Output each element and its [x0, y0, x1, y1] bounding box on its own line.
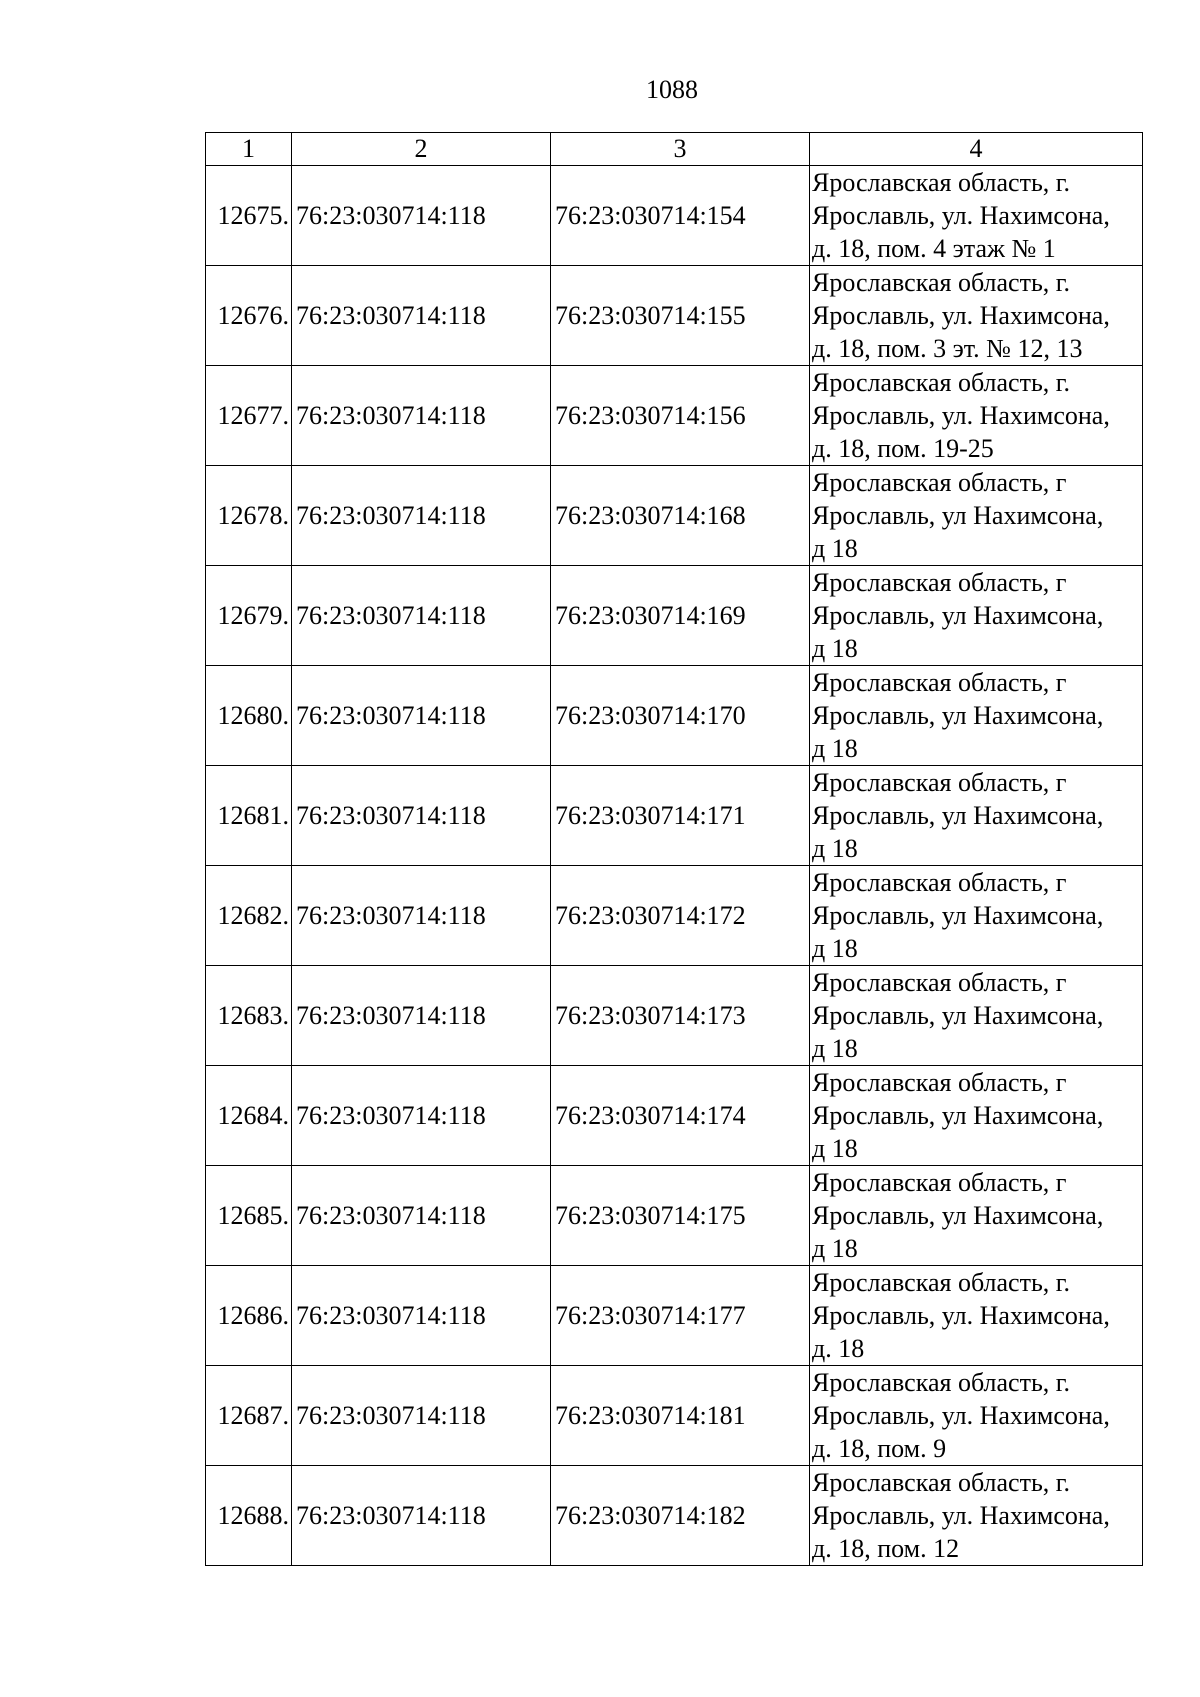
object-cadastral-number-cell: 76:23:030714:181 [551, 1366, 810, 1466]
table-row [206, 1266, 1143, 1366]
address-line: Ярославль, ул. Нахимсона, [812, 201, 1110, 230]
parent-cadastral-number-cell: 76:23:030714:118 [292, 566, 551, 666]
table-row [206, 366, 1143, 466]
address-cell [810, 266, 1143, 366]
address-line: Ярославская область, г [812, 768, 1067, 797]
object-cadastral-number-cell: 76:23:030714:155 [551, 266, 810, 366]
address-line: Ярославская область, г. [812, 368, 1071, 397]
address-line: д 18 [812, 534, 858, 563]
parent-cadastral-number-cell: 76:23:030714:118 [292, 866, 551, 966]
table-row [206, 566, 1143, 666]
row-number-cell: 12683. [206, 966, 292, 1066]
row-number-cell: 12676. [206, 266, 292, 366]
address-line: Ярославль, ул. Нахимсона, [812, 1401, 1110, 1430]
parent-cadastral-number-cell: 76:23:030714:118 [292, 366, 551, 466]
address-line: Ярославская область, г [812, 1068, 1067, 1097]
parent-cadastral-number-cell: 76:23:030714:118 [292, 1266, 551, 1366]
column-header-3: 3 [551, 133, 810, 166]
row-number-cell: 12677. [206, 366, 292, 466]
object-cadastral-number-cell: 76:23:030714:182 [551, 1466, 810, 1566]
address-line: д 18 [812, 934, 858, 963]
address-line: Ярославль, ул Нахимсона, [812, 501, 1104, 530]
address-cell [810, 1266, 1143, 1366]
table-row [206, 1166, 1143, 1266]
address-line: Ярославская область, г. [812, 1368, 1071, 1397]
row-number-cell: 12680. [206, 666, 292, 766]
address-cell [810, 366, 1143, 466]
address-cell [810, 766, 1143, 866]
header-row [206, 133, 1143, 166]
table-body [206, 133, 1143, 1566]
address-cell [810, 1066, 1143, 1166]
parent-cadastral-number-cell: 76:23:030714:118 [292, 266, 551, 366]
table-row [206, 666, 1143, 766]
parent-cadastral-number-cell: 76:23:030714:118 [292, 166, 551, 266]
table-row [206, 166, 1143, 266]
address-line: Ярославль, ул. Нахимсона, [812, 301, 1110, 330]
address-line: Ярославль, ул Нахимсона, [812, 901, 1104, 930]
address-line: д 18 [812, 1134, 858, 1163]
address-line: Ярославская область, г [812, 568, 1067, 597]
parent-cadastral-number-cell: 76:23:030714:118 [292, 966, 551, 1066]
address-line: Ярославль, ул Нахимсона, [812, 701, 1104, 730]
address-line: Ярославль, ул Нахимсона, [812, 1001, 1104, 1030]
table-row [206, 1466, 1143, 1566]
row-number-cell: 12687. [206, 1366, 292, 1466]
address-cell [810, 1166, 1143, 1266]
address-line: д 18 [812, 734, 858, 763]
address-line: Ярославская область, г [812, 1168, 1067, 1197]
address-line: д. 18, пом. 4 этаж № 1 [812, 234, 1056, 263]
address-line: Ярославская область, г [812, 968, 1067, 997]
address-cell [810, 666, 1143, 766]
address-line: Ярославль, ул Нахимсона, [812, 801, 1104, 830]
table-row [206, 1366, 1143, 1466]
table-row [206, 866, 1143, 966]
parent-cadastral-number-cell: 76:23:030714:118 [292, 1066, 551, 1166]
object-cadastral-number-cell: 76:23:030714:171 [551, 766, 810, 866]
table-row [206, 266, 1143, 366]
table-row [206, 966, 1143, 1066]
address-cell [810, 566, 1143, 666]
address-line: д. 18, пом. 19-25 [812, 434, 994, 463]
table-row [206, 1066, 1143, 1166]
address-line: Ярославская область, г. [812, 1268, 1071, 1297]
object-cadastral-number-cell: 76:23:030714:154 [551, 166, 810, 266]
object-cadastral-number-cell: 76:23:030714:169 [551, 566, 810, 666]
column-header-2: 2 [292, 133, 551, 166]
address-cell [810, 866, 1143, 966]
address-line: Ярославль, ул. Нахимсона, [812, 1301, 1110, 1330]
parent-cadastral-number-cell: 76:23:030714:118 [292, 666, 551, 766]
object-cadastral-number-cell: 76:23:030714:175 [551, 1166, 810, 1266]
address-cell [810, 966, 1143, 1066]
address-line: Ярославская область, г. [812, 268, 1071, 297]
register-table [205, 132, 1143, 1566]
address-line: д 18 [812, 1234, 858, 1263]
address-line: Ярославль, ул Нахимсона, [812, 1101, 1104, 1130]
row-number-cell: 12678. [206, 466, 292, 566]
address-line: Ярославская область, г [812, 668, 1067, 697]
row-number-cell: 12685. [206, 1166, 292, 1266]
address-line: д. 18, пом. 3 эт. № 12, 13 [812, 334, 1083, 363]
table-row [206, 466, 1143, 566]
row-number-cell: 12684. [206, 1066, 292, 1166]
object-cadastral-number-cell: 76:23:030714:173 [551, 966, 810, 1066]
address-line: д 18 [812, 634, 858, 663]
parent-cadastral-number-cell: 76:23:030714:118 [292, 1166, 551, 1266]
table-row [206, 766, 1143, 866]
address-line: Ярославль, ул Нахимсона, [812, 601, 1104, 630]
row-number-cell: 12675. [206, 166, 292, 266]
parent-cadastral-number-cell: 76:23:030714:118 [292, 766, 551, 866]
parent-cadastral-number-cell: 76:23:030714:118 [292, 1466, 551, 1566]
address-cell [810, 1466, 1143, 1566]
address-line: Ярославская область, г [812, 868, 1067, 897]
address-line: д. 18, пом. 9 [812, 1434, 947, 1463]
address-line: д. 18, пом. 12 [812, 1534, 960, 1563]
address-line: д 18 [812, 1034, 858, 1063]
address-line: Ярославль, ул. Нахимсона, [812, 1501, 1110, 1530]
parent-cadastral-number-cell: 76:23:030714:118 [292, 1366, 551, 1466]
column-header-1: 1 [206, 133, 292, 166]
row-number-cell: 12682. [206, 866, 292, 966]
column-header-4: 4 [810, 133, 1143, 166]
address-line: Ярославская область, г. [812, 168, 1071, 197]
address-line: Ярославская область, г. [812, 1468, 1071, 1497]
address-cell [810, 466, 1143, 566]
object-cadastral-number-cell: 76:23:030714:177 [551, 1266, 810, 1366]
object-cadastral-number-cell: 76:23:030714:168 [551, 466, 810, 566]
object-cadastral-number-cell: 76:23:030714:170 [551, 666, 810, 766]
address-cell [810, 1366, 1143, 1466]
row-number-cell: 12679. [206, 566, 292, 666]
page-number: 1088 [646, 75, 698, 104]
row-number-cell: 12688. [206, 1466, 292, 1566]
object-cadastral-number-cell: 76:23:030714:156 [551, 366, 810, 466]
parent-cadastral-number-cell: 76:23:030714:118 [292, 466, 551, 566]
address-line: Ярославская область, г [812, 468, 1067, 497]
address-line: д 18 [812, 834, 858, 863]
object-cadastral-number-cell: 76:23:030714:174 [551, 1066, 810, 1166]
address-line: Ярославль, ул Нахимсона, [812, 1201, 1104, 1230]
row-number-cell: 12686. [206, 1266, 292, 1366]
row-number-cell: 12681. [206, 766, 292, 866]
address-line: д. 18 [812, 1334, 865, 1363]
address-line: Ярославль, ул. Нахимсона, [812, 401, 1110, 430]
address-cell [810, 166, 1143, 266]
object-cadastral-number-cell: 76:23:030714:172 [551, 866, 810, 966]
